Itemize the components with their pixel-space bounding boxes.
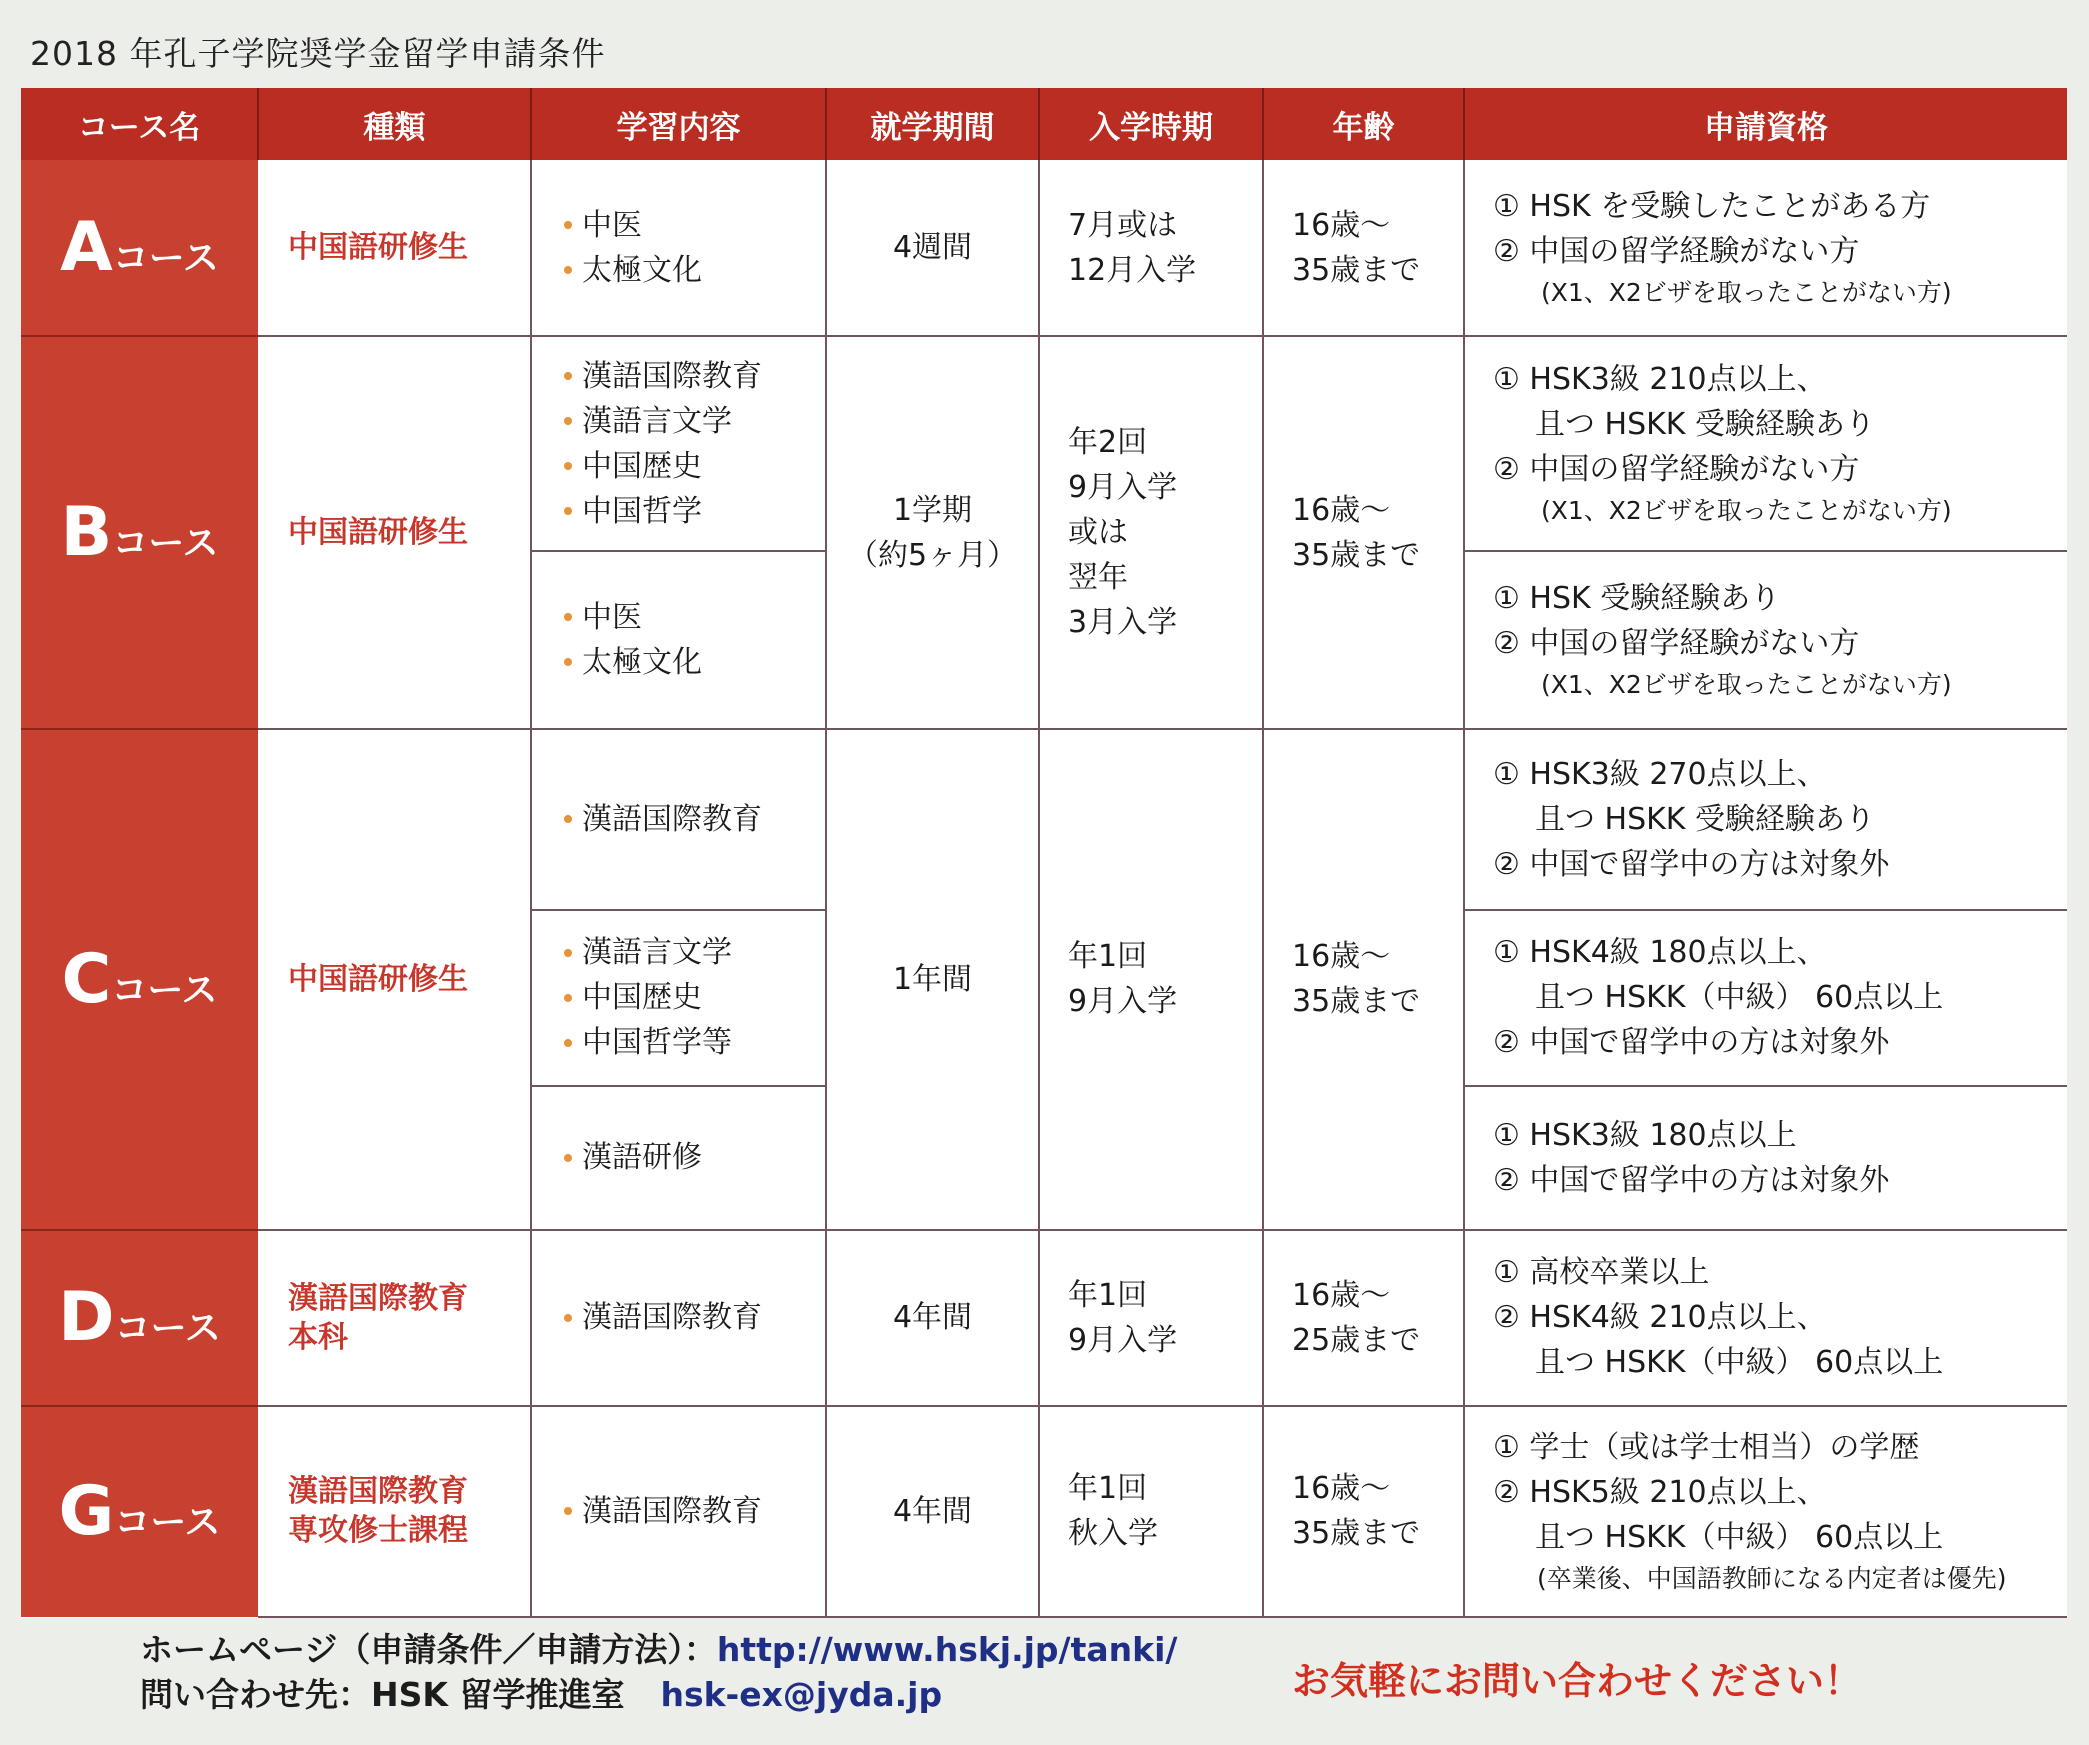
table-row bbox=[21, 1406, 2067, 1617]
list-item: 漢語国際教育 bbox=[562, 354, 825, 399]
course-c-content-2 bbox=[531, 910, 826, 1086]
contact-footer bbox=[140, 1628, 1177, 1717]
course-letter: A bbox=[60, 208, 113, 288]
course-a-content bbox=[531, 160, 826, 336]
course-d-age: 16歳～ 25歳まで bbox=[1263, 1230, 1464, 1406]
course-c-requirements-3: ① HSK3級 180点以上 ② 中国で留学中の方は対象外 bbox=[1464, 1086, 2067, 1230]
contact-label: 問い合わせ先：HSK 留学推進室 bbox=[140, 1674, 625, 1714]
course-c-content-3 bbox=[531, 1086, 826, 1230]
course-suffix: コース bbox=[114, 1308, 221, 1350]
course-suffix: コース bbox=[111, 969, 218, 1011]
table-row bbox=[21, 1230, 2067, 1406]
list-item: 中国歴史 bbox=[562, 975, 825, 1020]
page-title: 2018 年孔子学院奨学金留学申請条件 bbox=[30, 34, 606, 73]
table-header-row bbox=[21, 88, 2067, 160]
course-d-intake: 年1回 9月入学 bbox=[1039, 1230, 1263, 1406]
course-b-type: 中国語研修生 bbox=[258, 336, 531, 728]
list-item: 漢語言文学 bbox=[562, 930, 825, 975]
header-intake: 入学時期 bbox=[1039, 88, 1263, 160]
course-b-period: 1学期 （約5ヶ月） bbox=[826, 336, 1039, 728]
homepage-link[interactable]: http://www.hskj.jp/tanki/ bbox=[716, 1630, 1178, 1669]
list-item: 太極文化 bbox=[562, 640, 825, 685]
course-g-period: 4年間 bbox=[826, 1406, 1039, 1617]
course-letter: C bbox=[61, 939, 112, 1019]
list-item: 中医 bbox=[562, 595, 825, 640]
course-c-type: 中国語研修生 bbox=[258, 729, 531, 1230]
course-b-content-1 bbox=[531, 336, 826, 550]
course-letter: B bbox=[60, 493, 113, 573]
course-a-period: 4週間 bbox=[826, 160, 1039, 336]
course-b-label bbox=[21, 336, 258, 728]
course-b-age: 16歳～ 35歳まで bbox=[1263, 336, 1464, 728]
contact-email-link[interactable]: hsk-ex@jyda.jp bbox=[660, 1674, 943, 1714]
course-g-requirements: ① 学士（或は学士相当）の学歴 ② HSK5級 210点以上、 且つ HSKK（中級） 60点以上 (卒業後、中国語教師になる内定者は優先) bbox=[1464, 1406, 2067, 1617]
course-g-intake: 年1回 秋入学 bbox=[1039, 1406, 1263, 1617]
list-item: 漢語研修 bbox=[562, 1135, 825, 1180]
homepage-label: ホームページ（申請条件／申請方法）： bbox=[140, 1630, 717, 1669]
course-c-content-1 bbox=[531, 729, 826, 910]
course-c-requirements-1: ① HSK3級 270点以上、 且つ HSKK 受験経験あり ② 中国で留学中の方は対象外 bbox=[1464, 729, 2067, 910]
table-row bbox=[21, 336, 2067, 550]
course-suffix: コース bbox=[112, 523, 219, 565]
header-requirements: 申請資格 bbox=[1464, 88, 2067, 160]
list-item: 漢語言文学 bbox=[562, 399, 825, 444]
course-b-requirements-1: ① HSK3級 210点以上、 且つ HSKK 受験経験あり ② 中国の留学経験がない方 (X1、X2ビザを取ったことがない方) bbox=[1464, 336, 2067, 550]
course-b-requirements-2: ① HSK 受験経験あり ② 中国の留学経験がない方 (X1、X2ビザを取ったことがない方) bbox=[1464, 551, 2067, 729]
course-c-label bbox=[21, 729, 258, 1230]
course-b-intake: 年2回 9月入学 或は 翌年 3月入学 bbox=[1039, 336, 1263, 728]
course-d-label bbox=[21, 1230, 258, 1406]
course-suffix: コース bbox=[112, 238, 219, 280]
course-suffix: コース bbox=[114, 1502, 221, 1544]
course-letter: D bbox=[58, 1278, 115, 1358]
course-g-type: 漢語国際教育 専攻修士課程 bbox=[258, 1406, 531, 1617]
course-b-content-2 bbox=[531, 551, 826, 729]
header-content: 学習内容 bbox=[531, 88, 826, 160]
course-g-label bbox=[21, 1406, 258, 1617]
list-item: 中国歴史 bbox=[562, 444, 825, 489]
course-letter: G bbox=[58, 1472, 115, 1552]
list-item: 中医 bbox=[562, 203, 825, 248]
course-c-intake: 年1回 9月入学 bbox=[1039, 729, 1263, 1230]
course-d-period: 4年間 bbox=[826, 1230, 1039, 1406]
conditions-table bbox=[21, 88, 2067, 1618]
course-a-label bbox=[21, 160, 258, 336]
course-d-content bbox=[531, 1230, 826, 1406]
list-item: 漢語国際教育 bbox=[562, 797, 825, 842]
course-d-requirements: ① 高校卒業以上 ② HSK4級 210点以上、 且つ HSKK（中級） 60点以上 bbox=[1464, 1230, 2067, 1406]
list-item: 漢語国際教育 bbox=[562, 1295, 825, 1340]
course-g-age: 16歳～ 35歳まで bbox=[1263, 1406, 1464, 1617]
table-row bbox=[21, 729, 2067, 910]
course-g-content bbox=[531, 1406, 826, 1617]
course-a-intake: 7月或は 12月入学 bbox=[1039, 160, 1263, 336]
header-period: 就学期間 bbox=[826, 88, 1039, 160]
header-age: 年齢 bbox=[1263, 88, 1464, 160]
header-course: コース名 bbox=[21, 88, 258, 160]
list-item: 太極文化 bbox=[562, 248, 825, 293]
course-c-requirements-2: ① HSK4級 180点以上、 且つ HSKK（中級） 60点以上 ② 中国で留学中の方は対象外 bbox=[1464, 910, 2067, 1086]
course-a-type: 中国語研修生 bbox=[258, 160, 531, 336]
course-a-age: 16歳～ 35歳まで bbox=[1263, 160, 1464, 336]
list-item: 中国哲学等 bbox=[562, 1020, 825, 1065]
list-item: 漢語国際教育 bbox=[562, 1489, 825, 1534]
header-type: 種類 bbox=[258, 88, 531, 160]
list-item: 中国哲学 bbox=[562, 489, 825, 534]
course-d-type: 漢語国際教育 本科 bbox=[258, 1230, 531, 1406]
table-row bbox=[21, 160, 2067, 336]
call-to-action-text: お気軽にお問い合わせください！ bbox=[1292, 1659, 1863, 1703]
course-a-requirements: ① HSK を受験したことがある方 ② 中国の留学経験がない方 (X1、X2ビザを取ったことがない方) bbox=[1464, 160, 2067, 336]
course-c-period: 1年間 bbox=[826, 729, 1039, 1230]
course-c-age: 16歳～ 35歳まで bbox=[1263, 729, 1464, 1230]
